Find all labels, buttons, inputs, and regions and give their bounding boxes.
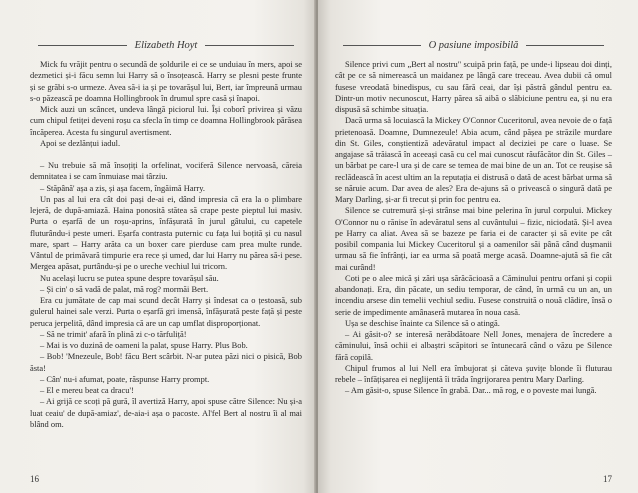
paragraph: Apoi se dezlănțui iadul. — [40, 137, 121, 148]
paragraph: Coti pe o alee mică și zări ușa sărăcăcioasă a Căminului pentru orfani și copii abandonați. Era, din păcate, un sediu temporar, de când, în urmă cu un an, un incendiu arsese din temelii vechiul sediu. Fusese construită o nouă clădire, însă o serie de impedimente amânaseră mutarea în noua casă. — [335, 272, 612, 317]
paragraph: – Mai is vo duzină de oameni la palat, spuse Harry. Plus Bob. — [40, 340, 248, 350]
author-name: Elizabeth Hoyt — [134, 40, 198, 51]
left-page — [0, 0, 316, 493]
running-head-left — [30, 40, 302, 51]
paragraph: Era cu jumătate de cap mai scund decât Harry și îndesat ca o țestoasă, sub gulerul hainei sale verzi. Purta o eșarfă gri imensă, înfășurată peste față și peste peruca jerpelită, dând impresia că are un cap umflat disproporționat. — [30, 295, 302, 328]
paragraph: – Cân' nu-i afumat, poate, răspunse Harry prompt. — [40, 373, 210, 384]
paragraph: Mick auzi un scâncet, undeva lângă piciorul lui. Își coborî privirea și văzu cum chipul fetiței deveni roșu ca sfecla în timp ce doamna Hollingbrook părăsea încăperea. Acesta fu singurul avertisment. — [30, 104, 302, 137]
paragraph: Silence privi cum „Bert al nostru" scuipă prin față, pe unde-i lipseau doi dinți, cât pe ce să nimerească un maidanez pe lângă care treceau. Avea dubii că omul fusese vreodată binedispus, cu sau fără ceai, dar își păstră gândul pentru ea. Dintr-un motiv necunoscut, Harry părea să aibă o slăbiciune pentru ea, și nu era dispusă să schimbe situația. — [335, 59, 612, 114]
paragraph: Nu același lucru se putea spune despre tovarășul său. — [40, 272, 219, 283]
paragraph: Silence se cutremură și-și strânse mai bine pelerina în jurul corpului. Mickey O'Connor nu o rănise în adevăratul sens al cuvântului – fizic, niciodată. Și-l avea pe Harry ca aliat. Avea să se bazeze pe faria ei de caracter și să evite pe cât posibil compania lui Mickey Cuceritorul și a oamenilor săi până când dușmanii urmau să fie înfrânți, iar ea urma să poată merge acasă. Doamne-ajută să fie cât mai curând! — [335, 205, 612, 272]
paragraph: – Ai grijă ce scoți pă gură, îl avertiză Harry, apoi spuse către Silence: Nu și-a luat ceaiu' de după-amiaz', de-aia-i așa o pacoste. Al'fel Bert al nostru îi al mai blând om. — [30, 396, 302, 429]
header-rule — [343, 45, 421, 46]
paragraph: – Am găsit-o, spuse Silence în grabă. Dar... mă rog, e o poveste mai lungă. — [345, 385, 597, 396]
page-number: 17 — [603, 474, 612, 484]
header-rule — [205, 45, 294, 46]
header-rule — [38, 45, 127, 46]
paragraph: – El e mereu beat ca dracu'! — [40, 385, 134, 395]
running-head-right — [335, 40, 612, 51]
paragraph: – Nu trebuie să mă însoțiți la orfelinat, vociferă Silence nervoasă, căreia demnitatea i se cam înmuiase mai târziu. — [30, 160, 302, 182]
paragraph: – Bob! 'Mnezeule, Bob! făcu Bert scârbit. N-ar putea păzi nici o pisică, Bob ăsta! — [30, 351, 302, 373]
paragraph: – Ai găsit-o? se interesă nerăbdătoare Nell Jones, menajera de încredere a căminului, însă ochii ei albaștri scăpitori se întunecară când o văzu pe Silence fără copilă. — [335, 329, 612, 362]
page-number: 16 — [30, 474, 39, 484]
paragraph: Ușa se deschise înainte ca Silence să o atingă. — [345, 317, 500, 328]
paragraph: Un pas al lui era cât doi pași de-ai ei, dând impresia că era la o plimbare lejeră, de după-amiază. Haina ponosită stătea să crape peste pieptul lui masiv. Purta o eșarfă de un roșu-aprins, înfășurată în jurul gâtului, cu capetele fluturându-i peste umeri. Eșarfa contrasta puternic cu fața lui boțită și cu nasul mare, spart – Harry arăta ca un boxer care pierduse cam prea multe runde. Vântul de primăvară timpurie era rece și umed, dar lui Harry nu părea să-i pese. Mergea apăsat, purtându-și pe o ureche vechiul lui tricorn. — [30, 193, 302, 272]
paragraph: Mick fu vrăjit pentru o secundă de șoldurile ei ce se unduiau în mers, apoi se dezmetici și-i făcu semn lui Harry să o însoțească. Harry se plesni peste frunte și se grăbi s-o urmeze. Avea să-i ia și pe tovarășul lui, Bert, iar împreună urmau s-o păzească pe doamna Hollingbrook în drumul spre casă și înapoi. — [30, 59, 302, 103]
paragraph: Chipul frumos al lui Nell era îmbujorat și căteva șuvițe blonde îi fluturau rebele – înfățișarea ei neglijentă îi trăda îngrijorarea pentru Mary Darling. — [335, 362, 612, 384]
paragraph: – Stăpână' așa a zis, și așa facem, îngăimă Harry. — [40, 182, 205, 193]
right-page-body — [335, 59, 612, 397]
left-page-body — [30, 59, 302, 430]
header-rule — [526, 45, 604, 46]
paragraph: – Și cin' o să vadă de palat, mă rog? mormăi Bert. — [40, 283, 209, 294]
paragraph: Dacă urma să locuiască la Mickey O'Connor Cuceritorul, avea nevoie de o față prietenoasă. Doamne, Dumnezeule! Abia acum, când pășea pe străzile murdare din St. Giles, conștientiză adevăratul impact al deciziei pe care o luase. Se angajase să trăiască în aceeași casă cu cel mai cunoscut răufăcător din St. Giles – un bărbat pe care-l ura și de care se temea de mai bine de un an. Tot ce reușise să reclădească în acest ultim an la reputația ei distrusă o dată de acest bărbat urma să se năruie acum. Dar avea de ales? Era de-ajuns să o privească o singură dată pe Mary Darling, și-ar fi trecut și prin foc pentru ea. — [335, 115, 612, 204]
book-title: O pasiune imposibilă — [428, 40, 519, 51]
right-page — [318, 0, 638, 493]
paragraph: – Să ne trimit' afară în plină zi c-o tărfuliță! — [40, 328, 187, 339]
